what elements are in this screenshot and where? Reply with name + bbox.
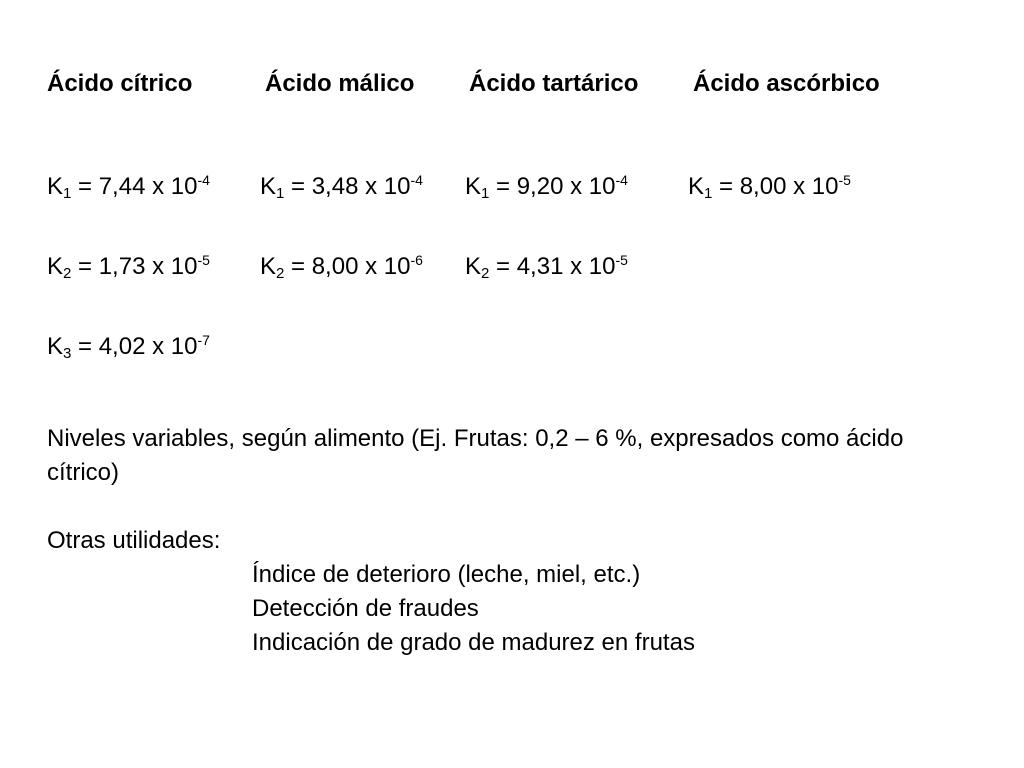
k2-tartaric: $K_2 = 4,31$ x $10^{-5}$ bbox=[465, 252, 628, 282]
use-item-ripeness: Indicación de grado de madurez en frutas bbox=[252, 629, 695, 656]
header-citric-acid: Ácido cítrico bbox=[47, 70, 193, 97]
k1-tartaric: $K_1 = 9,20$ x $10^{-4}$ bbox=[465, 172, 628, 202]
uses-title: Otras utilidades: bbox=[47, 527, 221, 554]
levels-line-1: Niveles variables, según alimento (Ej. Frutas: 0,2 – 6 %, expresados como ácido bbox=[47, 425, 904, 452]
k3-citric: $K_3 = 4,02$ x $10^{-7}$ bbox=[47, 332, 210, 362]
k1-malic: $K_1 = 3,48$ x $10^{-4}$ bbox=[260, 172, 423, 202]
uses-list bbox=[252, 558, 695, 660]
k2-citric: $K_2 = 1,73$ x $10^{-5}$ bbox=[47, 252, 210, 282]
header-malic-acid: Ácido málico bbox=[265, 70, 415, 97]
k1-citric: $K_1 = 7,44$ x $10^{-4}$ bbox=[47, 172, 210, 202]
levels-paragraph bbox=[47, 422, 903, 490]
use-item-fraud: Detección de fraudes bbox=[252, 595, 479, 622]
levels-line-2: cítrico) bbox=[47, 459, 119, 486]
k2-malic: $K_2 = 8,00$ x $10^{-6}$ bbox=[260, 252, 423, 282]
header-ascorbic-acid: Ácido ascórbico bbox=[693, 70, 880, 97]
k1-ascorbic: $K_1 = 8,00$ x $10^{-5}$ bbox=[688, 172, 851, 202]
header-tartaric-acid: Ácido tartárico bbox=[469, 70, 639, 97]
use-item-deterioration: Índice de deterioro (leche, miel, etc.) bbox=[252, 561, 641, 588]
